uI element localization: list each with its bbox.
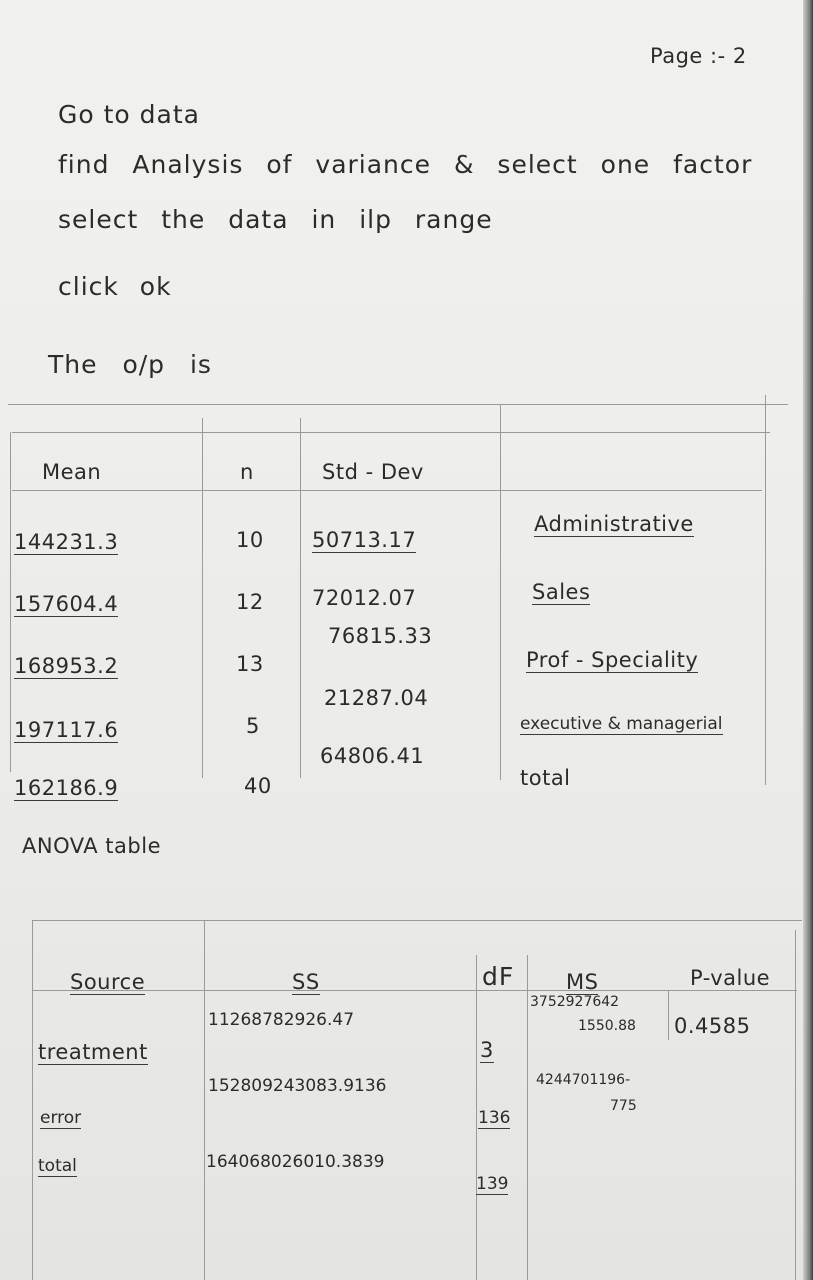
row1-mean: 144231.3 [14, 530, 119, 554]
anova-treatment-df: 3 [480, 1038, 494, 1062]
instruction-line-2: find Analysis of variance & select one factor [58, 150, 753, 179]
row1-std: 50713.17 [312, 528, 417, 552]
row3-std: 76815.33 [328, 624, 433, 648]
anova-error-ss: 152809243083.9136 [208, 1076, 387, 1096]
row5-mean: 162186.9 [14, 776, 119, 800]
anova-treatment-ms-cont: 1550.88 [578, 1018, 636, 1034]
anova-treatment-source: treatment [38, 1040, 148, 1064]
row2-std: 72012.07 [312, 586, 417, 610]
anova-header-df: dF [482, 962, 515, 991]
anova-header-ss: SS [292, 970, 320, 994]
anova-table-label: ANOVA table [22, 834, 161, 858]
instruction-line-1: Go to data [58, 100, 200, 129]
anova-treatment-p: 0.4585 [674, 1014, 751, 1038]
row3-n: 13 [236, 652, 264, 676]
row2-label: Sales [532, 580, 591, 604]
anova-error-ms: 4244701196- [536, 1072, 631, 1088]
row4-mean: 197117.6 [14, 718, 119, 742]
anova-error-source: error [40, 1108, 82, 1128]
anova-header-ms: MS [566, 970, 599, 994]
instruction-line-3: select the data in ilp range [58, 205, 493, 234]
row4-std: 21287.04 [324, 686, 429, 710]
row1-label: Administrative [534, 512, 694, 536]
anova-error-ms-cont: 775 [610, 1098, 637, 1114]
instruction-line-4: click ok [58, 272, 172, 301]
output-label: The o/p is [48, 350, 212, 379]
row5-label: total [520, 766, 571, 790]
anova-header-source: Source [70, 970, 146, 994]
row5-std: 64806.41 [320, 744, 425, 768]
row4-n: 5 [246, 714, 260, 738]
anova-header-pvalue: P-value [690, 966, 771, 990]
row5-n: 40 [244, 774, 272, 798]
anova-total-df: 139 [476, 1174, 509, 1194]
header-mean: Mean [42, 460, 102, 484]
anova-total-ss: 164068026010.3839 [206, 1152, 385, 1172]
row2-mean: 157604.4 [14, 592, 119, 616]
page-edge-shadow [803, 0, 813, 1280]
anova-treatment-ss: 11268782926.47 [208, 1010, 355, 1030]
row4-label: executive & managerial [520, 714, 723, 734]
header-n: n [240, 460, 254, 484]
anova-error-df: 136 [478, 1108, 511, 1128]
anova-treatment-ms: 3752927642 [530, 994, 620, 1010]
anova-total-source: total [38, 1156, 77, 1176]
row1-n: 10 [236, 528, 264, 552]
page-number: Page :- 2 [650, 44, 747, 68]
row3-label: Prof - Speciality [526, 648, 699, 672]
row2-n: 12 [236, 590, 264, 614]
row3-mean: 168953.2 [14, 654, 119, 678]
header-std-dev: Std - Dev [322, 460, 424, 484]
